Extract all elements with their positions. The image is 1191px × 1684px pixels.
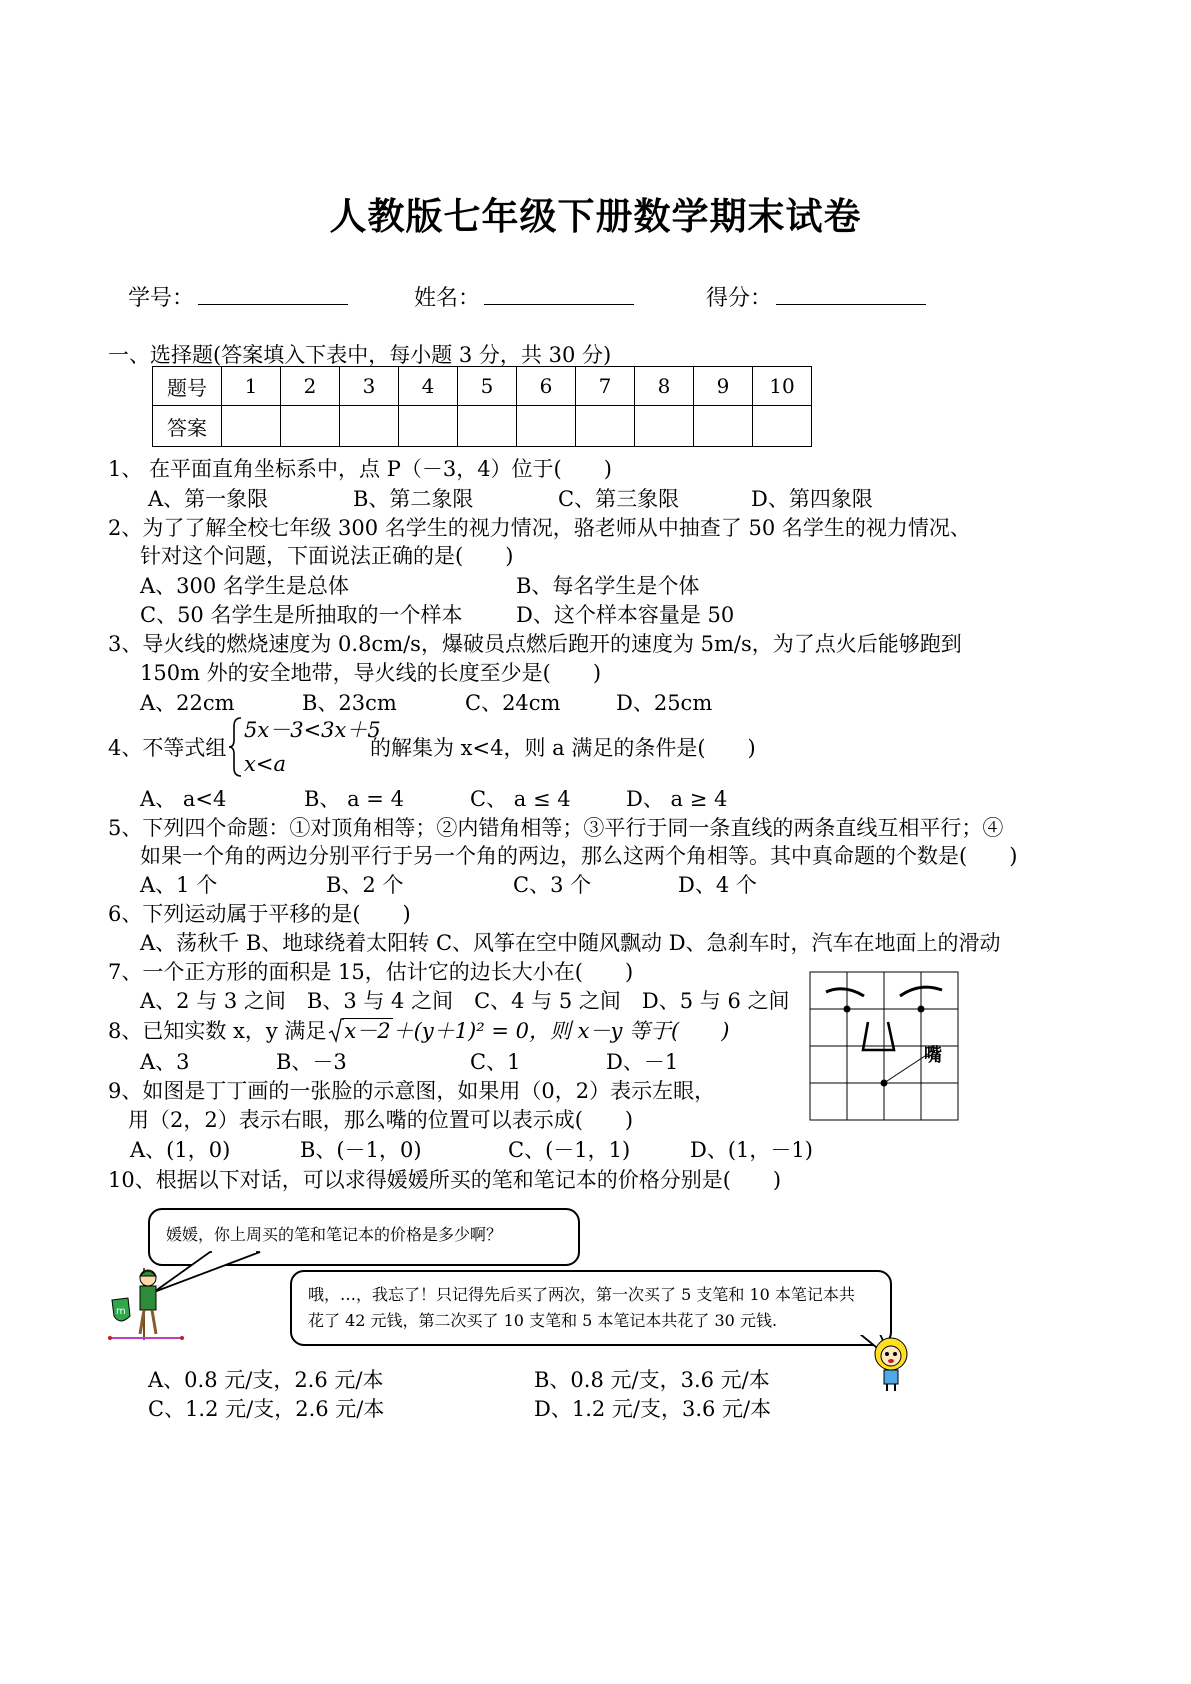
q4-option-a: A、 a<4 — [140, 787, 227, 811]
q10-option-c: C、1.2 元/支，2.6 元/本 — [148, 1397, 385, 1421]
table-number-cell: 1 — [222, 367, 281, 406]
svg-text:m: m — [116, 1306, 126, 1317]
q2-option-d: D、这个样本容量是 50 — [516, 603, 735, 627]
answer-cell[interactable] — [399, 406, 458, 447]
q9-option-c: C、(－1，1) — [508, 1138, 631, 1162]
q5-option-b: B、2 个 — [326, 873, 404, 897]
q5-option-d: D、4 个 — [678, 873, 757, 897]
question-8-stem — [108, 1016, 729, 1046]
answer-cell[interactable] — [576, 406, 635, 447]
question-8-rest: ＋(y＋1)² = 0，则 x－y 等于( ) — [392, 1019, 730, 1043]
q8-option-d: D、－1 — [606, 1050, 679, 1074]
q3-option-c: C、24cm — [465, 691, 561, 715]
answer-cell[interactable] — [694, 406, 753, 447]
table-number-cell: 3 — [340, 367, 399, 406]
inequality-line-2: x<a — [244, 752, 286, 776]
table-number-cell: 9 — [694, 367, 753, 406]
inequality-line-1: 5x－3<3x＋5 — [244, 718, 381, 742]
q10-option-d: D、1.2 元/支，3.6 元/本 — [534, 1397, 772, 1421]
q1-option-c: C、第三象限 — [558, 487, 680, 511]
answer-cell[interactable] — [458, 406, 517, 447]
q4-option-c: C、 a ≤ 4 — [470, 787, 571, 811]
boy-character-icon — [106, 1264, 186, 1346]
question-2-stem-line2: 针对这个问题，下面说法正确的是( ) — [140, 544, 514, 568]
q5-option-a: A、1 个 — [140, 873, 218, 897]
table-number-cell: 6 — [517, 367, 576, 406]
bubble-girl-text-line1: 哦，…，我忘了！只记得先后买了两次，第一次买了 5 支笔和 10 本笔记本共 — [308, 1285, 855, 1304]
name-blank[interactable] — [484, 282, 634, 305]
left-eyebrow — [826, 989, 864, 996]
q3-option-d: D、25cm — [616, 691, 713, 715]
q9-option-a: A、(1，0) — [130, 1138, 231, 1162]
question-2-stem-line1: 2、为了了解全校七年级 300 名学生的视力情况，骆老师从中抽查了 50 名学生的视力情况、 — [108, 516, 971, 540]
answer-cell[interactable] — [340, 406, 399, 447]
girl-character-icon — [866, 1334, 916, 1392]
table-number-cell: 4 — [399, 367, 458, 406]
question-6-stem: 6、下列运动属于平移的是( ) — [108, 902, 411, 926]
question-9-stem-line1: 9、如图是丁丁画的一张脸的示意图，如果用（0，2）表示左眼， — [108, 1079, 716, 1103]
section1-heading: 一、选择题(答案填入下表中，每小题 3 分，共 30 分) — [108, 343, 612, 367]
table-number-cell: 8 — [635, 367, 694, 406]
q10-option-b: B、0.8 元/支，3.6 元/本 — [534, 1368, 770, 1392]
q3-option-b: B、23cm — [302, 691, 397, 715]
answer-table — [152, 366, 812, 447]
q9-option-d: D、(1，－1) — [690, 1138, 813, 1162]
right-eye-dot — [918, 1006, 925, 1013]
name-label: 姓名： — [414, 286, 481, 311]
table-number-cell: 7 — [576, 367, 635, 406]
bubble-boy-text: 媛媛，你上周买的笔和笔记本的价格是多少啊？ — [166, 1225, 503, 1244]
score-label: 得分： — [706, 286, 773, 311]
question-10-stem: 10、根据以下对话，可以求得媛媛所买的笔和笔记本的价格分别是( ) — [108, 1168, 782, 1192]
question-4-suffix: 的解集为 x<4，则 a 满足的条件是( ) — [370, 736, 756, 760]
bubble-girl-text-line2: 花了 42 元钱，第二次买了 10 支笔和 5 本笔记本共花了 30 元钱. — [308, 1311, 778, 1330]
q3-option-a: A、22cm — [140, 691, 235, 715]
question-3-stem-line2: 150m 外的安全地带，导火线的长度至少是( ) — [140, 661, 602, 685]
question-9-stem-line2: 用（2，2）表示右眼，那么嘴的位置可以表示成( ) — [128, 1108, 634, 1132]
answer-cell[interactable] — [222, 406, 281, 447]
q2-option-a: A、300 名学生是总体 — [140, 574, 349, 598]
student-id-field — [128, 282, 348, 314]
question-4-prefix: 4、不等式组 — [108, 736, 227, 760]
name-field — [414, 282, 634, 314]
brace-icon — [228, 716, 244, 778]
answer-cell[interactable] — [753, 406, 812, 447]
q8-option-a: A、3 — [140, 1050, 190, 1074]
q1-option-b: B、第二象限 — [353, 487, 474, 511]
q9-option-b: B、(－1，0) — [300, 1138, 422, 1162]
table-row-answers — [153, 406, 812, 447]
speech-bubble-girl — [290, 1270, 892, 1346]
q8-option-c: C、1 — [470, 1050, 521, 1074]
mouth-label: 嘴 — [924, 1045, 942, 1066]
page-title: 人教版七年级下册数学期末试卷 — [329, 194, 862, 238]
q2-option-b: B、每名学生是个体 — [516, 574, 700, 598]
sqrt-radicand: x－2 — [344, 1019, 391, 1043]
q1-option-d: D、第四象限 — [751, 487, 873, 511]
answer-cell[interactable] — [281, 406, 340, 447]
table-number-cell: 2 — [281, 367, 340, 406]
student-id-label: 学号： — [128, 286, 195, 311]
question-3-stem-line1: 3、导火线的燃烧速度为 0.8cm/s，爆破员点燃后跑开的速度为 5m/s，为了点火后能够跑到 — [108, 632, 962, 656]
q1-option-a: A、第一象限 — [148, 487, 269, 511]
q6-options: A、荡秋千 B、地球绕着太阳转 C、风筝在空中随风飘动 D、急刹车时，汽车在地面上的滑动 — [140, 931, 1001, 955]
answer-cell[interactable] — [635, 406, 694, 447]
table-row-numbers — [153, 367, 812, 406]
q10-option-a: A、0.8 元/支，2.6 元/本 — [148, 1368, 384, 1392]
question-5-stem-line1: 5、下列四个命题：①对顶角相等；②内错角相等；③平行于同一条直线的两条直线互相平行；④ — [108, 816, 1004, 840]
left-eye-dot — [844, 1006, 851, 1013]
question-5-stem-line2: 如果一个角的两边分别平行于另一个角的两边，那么这两个角相等。其中真命题的个数是( ) — [140, 844, 1018, 868]
question-8-prefix: 8、已知实数 x，y 满足 — [108, 1019, 327, 1043]
q4-option-b: B、 a = 4 — [304, 787, 404, 811]
q7-options: A、2 与 3 之间 B、3 与 4 之间 C、4 与 5 之间 D、5 与 6 之间 — [140, 989, 790, 1013]
table-header-cell: 答案 — [153, 406, 222, 447]
question-7-stem: 7、一个正方形的面积是 15，估计它的边长大小在( ) — [108, 960, 634, 984]
table-number-cell: 5 — [458, 367, 517, 406]
score-blank[interactable] — [776, 282, 926, 305]
table-number-cell: 10 — [753, 367, 812, 406]
student-id-blank[interactable] — [198, 282, 348, 305]
q4-option-d: D、 a ≥ 4 — [626, 787, 728, 811]
q5-option-c: C、3 个 — [513, 873, 592, 897]
q2-option-c: C、50 名学生是所抽取的一个样本 — [140, 603, 463, 627]
table-header-cell: 题号 — [153, 367, 222, 406]
score-field — [706, 282, 926, 314]
sqrt-icon — [328, 1018, 344, 1044]
answer-cell[interactable] — [517, 406, 576, 447]
q8-option-b: B、－3 — [276, 1050, 347, 1074]
question-1-stem: 1、 在平面直角坐标系中，点 P（－3，4）位于( ) — [108, 457, 612, 481]
